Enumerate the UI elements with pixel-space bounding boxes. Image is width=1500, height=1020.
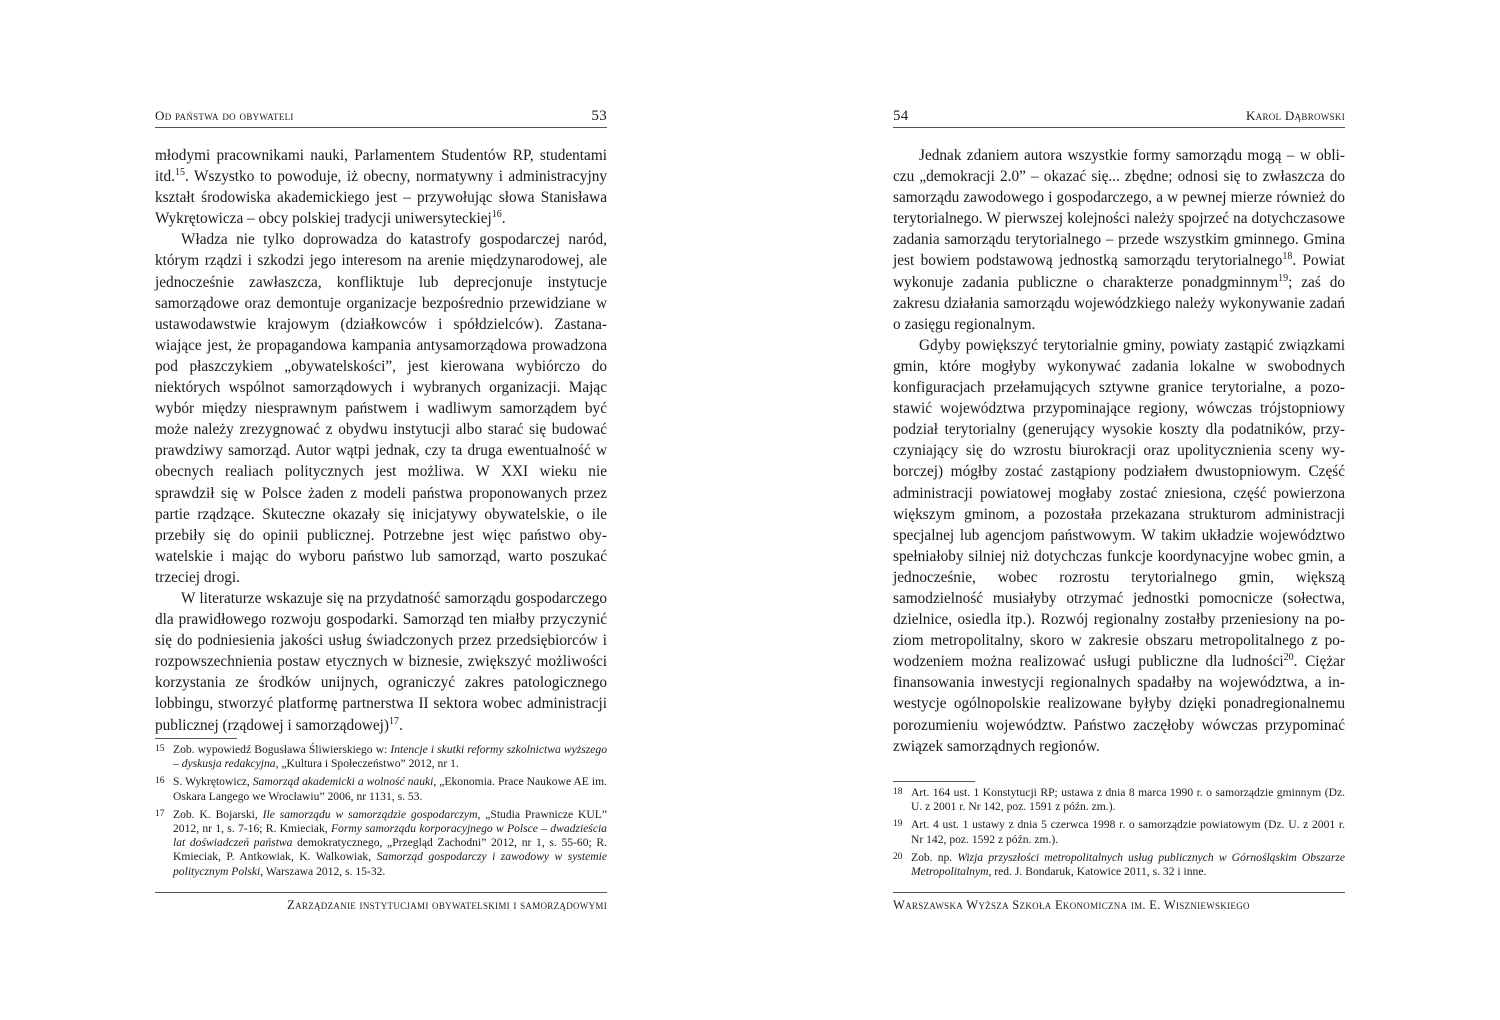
italic-title: Samorząd gospodarczy i zawodowy w systemie politycznym Polski (173, 850, 607, 878)
footnotes (155, 738, 607, 883)
footnote-number: 17 (155, 808, 165, 819)
italic-title: Formy samorządu korporacyjnego w Polsce – dwadzieścia lat doświadczeń państwa (173, 822, 607, 850)
footnote-ref[interactable]: 17 (389, 715, 400, 727)
header-title: Karol Dąbrowski (1245, 108, 1345, 123)
footnote-20 (893, 851, 1345, 879)
body-text (155, 145, 607, 736)
text-run: , „Studia Prawnicze KUL” 2012, nr 1, s. 7-16; R. Kmieciak, (173, 807, 607, 836)
footnote-divider (155, 738, 237, 739)
footnote-ref[interactable]: 18 (1282, 251, 1293, 263)
footnote-15 (155, 743, 607, 771)
footnote-16 (155, 775, 607, 803)
footnotes (893, 781, 1345, 883)
text-run: . Powiat wykonuje zadania publiczne o charakterze ponadgminnym (893, 252, 1345, 291)
footnote-18 (893, 786, 1345, 814)
left-page (155, 0, 607, 1020)
footnote-number: 16 (155, 776, 165, 787)
running-footer (893, 892, 1345, 915)
text-run: . (399, 716, 403, 734)
text-run: , „Kultura i Społeczeństwo” 2012, nr 1. (275, 757, 459, 771)
footnote-number: 18 (893, 787, 903, 797)
text-run: Zob. K. Bojarski, (173, 807, 263, 821)
footnote-19 (893, 818, 1345, 846)
right-page (893, 0, 1345, 1020)
running-header (155, 107, 607, 128)
italic-title: Ile samorządu w samorządzie gospodarczym (262, 807, 478, 821)
text-run: . Ciężar finansowania inwestycji regionalnych spadałby na województwa, a inwestycje ogólnopolskie realizowane byłyby dzięki ponadregionalnemu porozumieniu województw. Państwo zaczęłoby wówczas przypominać związek samorządnych regionów. (893, 653, 1345, 755)
footnote-17 (155, 808, 607, 879)
text-run: Zob. np. (911, 850, 958, 864)
text-run: Gdyby powiększyć terytorialnie gminy, powiaty zastąpić związkami gmin, które mogłyby wykonywać zadania lokalne w swobodnych konfiguracjach przełamujących sztywne granice terytorialne, a pozostawić województwa przypominające regiony, wówczas trójstopniowy podział terytorialny (generujący wysokie koszty dla podatników, przyczyniający się do wzrostu biurokracji oraz upolitycznienia sceny wyborczej) mógłby zostać zastąpiony podziałem dwustopniowym. Część administracji powiatowej mogłaby zostać zniesiona, część powierzona większym gminom, a pozostała przekazana strukturom administracji specjalnej lub agencjom państwowym. W takim układzie województwo spełniałoby silniej niż dotychczas funkcje koordynacyjne wobec gmin, a jednocześnie, wobec rozrostu terytorialnego gmin, większą samodzielność musiałyby otrzymać jednostki pomocnicze (sołectwa, dzielnice, osiedla itp.). Rozwój regionalny zostałby przeniesiony na poziom metropolitalny, skoro w zakresie obszaru metropolitalnego z powodzeniem można realizować usługi publiczne dla ludności (893, 336, 1345, 671)
page-number: 54 (893, 108, 909, 124)
footer-text: Zarządzanie instytucjami obywatelskimi i samorządowymi (287, 898, 607, 912)
paragraph (155, 588, 607, 736)
footnote-number: 19 (893, 819, 903, 830)
footnote-ref[interactable]: 20 (1283, 652, 1294, 664)
italic-title: Wizja przyszłości metropolitalnych usług publicznych w Górnośląskim Obszarze Metropolitalnym (911, 850, 1346, 879)
text-run: ; zaś do zakresu działania samorządu wojewódzkiego należy wykonywanie zadań o zasięgu regionalnym. (893, 273, 1345, 333)
text-run: Zob. wypowiedź Bogusława Śliwierskiego w: (173, 743, 391, 756)
text-run: Jednak zdaniem autora wszystkie formy samorządu mogą – w obliczu „demokracji 2.0” – okazać się... zbędne; odnosi się to zwłaszcza do samorządu zawodowego i gospodarczego, a w pewnej mierze również do terytorialnego. W pierwszej kolejności należy spojrzeć na dotychczasowe zadania samorządu terytorialnego – przede wszystkim gminnego. Gmina jest bowiem podstawową jednostką samorządu terytorialnego (893, 147, 1345, 270)
footnote-ref[interactable]: 16 (491, 209, 502, 221)
text-run: S. Wykrętowicz, (173, 775, 253, 789)
footnote-ref[interactable]: 15 (174, 167, 185, 178)
text-run: , „Ekonomia. Prace Naukowe AE im. Oskara Langego we Wrocławiu” 2006, nr 1131, s. 53. (173, 775, 607, 803)
paragraph (893, 335, 1345, 757)
italic-title: Intencje i skutki reformy szkolnictwa wyższego – dyskusja redakcyjna (173, 743, 608, 771)
body-text (893, 145, 1345, 757)
footnote-ref[interactable]: 19 (1278, 272, 1289, 284)
text-run: , Warszawa 2012, s. 15-32. (260, 864, 386, 878)
italic-title: Samorząd akademicki a wolność nauki (252, 775, 434, 789)
text-run: Art. 164 ust. 1 Konstytucji RP; ustawa z dnia 8 marca 1990 r. o samorządzie gminnym (Dz. U. z 2001 r. Nr 142, poz. 1591 z późn. zm.). (911, 786, 1345, 814)
text-run: . Wszystko to powoduje, iż obecny, normatywny i administracyjny kształt środowiska akademickiego jest – przywołując słowa Stanisława Wykrętowicza – obcy polskiej tradycji uniwersyteckiej (155, 168, 607, 228)
running-footer (155, 892, 607, 915)
text-run: demokratycznego, „Przegląd Zachodni” 2012, nr 1, s. 55-60; R. Kmieciak, P. Antkowiak, K. Walkowiak, (173, 836, 607, 864)
footnote-number: 20 (893, 851, 903, 862)
paragraph (155, 145, 607, 229)
header-title: Od państwa do obywateli (155, 108, 294, 123)
text-run: W literaturze wskazuje się na przydatność samorządu gospodarczego dla prawidłowego rozwoju gospodarki. Samorząd ten miałby przyczynić się do podniesienia jakości usług świadczonych przez przedsiębiorców i rozpowszechnienia postaw etycznych w biznesie, zwiększyć możliwości korzystania ze środków unijnych, ograniczyć zakres patologicznego lobbingu, stworzyć platformę partnerstwa II sektora wobec administracji publicznej (rządowej i samorządowej) (155, 589, 607, 734)
footer-text: Warszawska Wyższa Szkoła Ekonomiczna im. E. Wiszniewskiego (893, 898, 1250, 912)
text-run: . (501, 210, 506, 228)
paragraph: Władza nie tylko doprowadza do katastrofy gospodarczej naród, którym rządzi i szkodzi jego interesom na arenie międzynarodowej, ale jednocześnie zawłaszcza, konfliktuje lub deprecjonuje instytucje samorządowe oraz demontuje organizacje bezpośrednio przewidziane w ustawodawstwie krajowym (działkowców i spółdzielców). Zastanawiające jest, że propagandowa kampania antysamorządowa prowadzona pod płaszczykiem „obywatelskości”, jest kierowana wybiórczo do niektórych wspólnot samorządowych i wybranych organizacji. Mając wybór między niesprawnym państwem i wadliwym samorządem być może należy zrezygnować z obydwu instytucji albo starać się budować prawdziwy samorząd. Autor wątpi jednak, czy ta druga ewentualność w obecnych realiach politycznych jest możliwa. W XXI wieku nie sprawdził się w Polsce żaden z modeli państwa proponowanych przez partie rządzące. Skuteczne okazały się inicjatywy obywatelskie, o ile przebiły się do opinii publicznej. Potrzebne jest więc państwo obywatelskie i mając do wyboru państwo lub samorząd, warto poszukać trzeciej drogi. (155, 231, 607, 586)
page-number: 53 (591, 108, 607, 124)
footnote-number: 15 (155, 744, 165, 754)
text-run: , red. J. Bondaruk, Katowice 2011, s. 32 i inne. (988, 865, 1207, 879)
footnote-divider (893, 781, 975, 782)
text-run: Art. 4 ust. 1 ustawy z dnia 5 czerwca 1998 r. o samorządzie powiatowym (Dz. U. z 2001 r. Nr 142, poz. 1592 z późn. zm.). (911, 818, 1345, 846)
paragraph (893, 145, 1345, 335)
text-run: młodymi pracownikami nauki, Parlamentem Studentów RP, studentami itd. (155, 147, 607, 186)
running-header (893, 107, 1345, 128)
